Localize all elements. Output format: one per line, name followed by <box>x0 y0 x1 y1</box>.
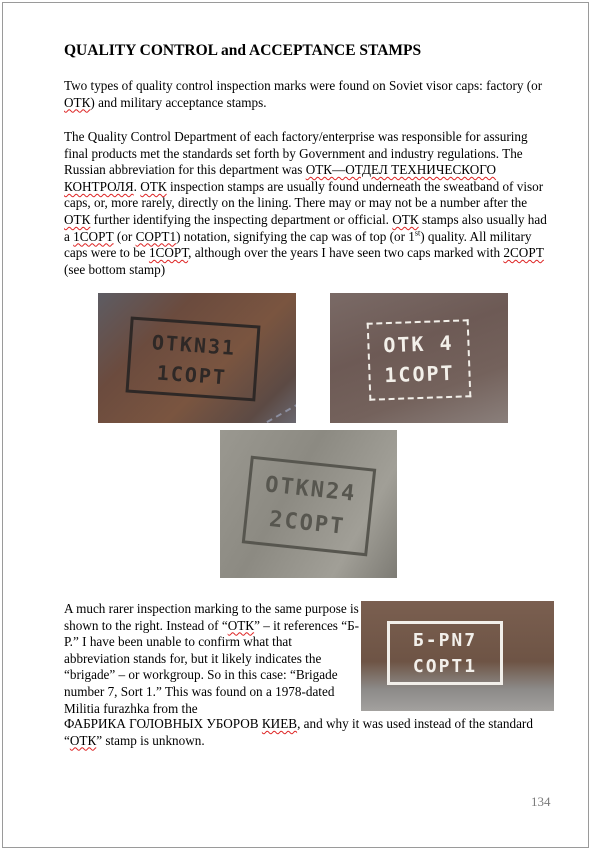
text: stamps also usually had a <box>64 211 547 244</box>
text: ) and military acceptance stamps. <box>90 94 267 110</box>
text: (see bottom stamp) <box>64 261 166 277</box>
stamp-line: Б-РN7 <box>412 630 478 651</box>
stamp-line: 2СОРТ <box>267 506 347 540</box>
spellcheck-word: КИЕВ <box>261 716 298 731</box>
document-title: QUALITY CONTROL and ACCEPTANCE STAMPS <box>64 42 422 59</box>
otk-stamp-2 <box>367 319 472 401</box>
brigade-paragraph-end <box>64 716 554 749</box>
text: A much rarer inspection marking to the same purpose is shown to the right. Instead of “ <box>64 601 359 633</box>
stamp-line: ОТК 4 <box>382 330 454 358</box>
spellcheck-word: 2СОРТ <box>503 245 544 261</box>
spellcheck-word: ОТК <box>69 732 97 748</box>
text: ” – it references “Б-Р.” I have been unable to confirm what that abbreviation stands for, but it likely indicates the “brigade” – or workgroup. So in this case: “Brigade number 7, Sort 1.” This was found on a 1978-dated Militia furazhka from the <box>64 617 360 716</box>
spellcheck-word: СОРТ1 <box>135 228 177 244</box>
otk-paragraph <box>64 129 554 278</box>
brigade-stamp <box>387 621 503 685</box>
brigade-paragraph <box>64 601 360 717</box>
text: (or <box>113 228 136 244</box>
stamp-line: ОТКN24 <box>263 472 358 507</box>
text: . <box>133 178 141 194</box>
text: ) notation, signifying the cap was of top (or 1 <box>176 228 415 244</box>
spellcheck-word: 1СОРТ <box>73 228 114 244</box>
spellcheck-word: ОТК <box>227 617 255 633</box>
spellcheck-word: ОТК <box>392 211 419 227</box>
text: further identifying the inspecting department or official. <box>90 211 393 227</box>
stamp-photo-3 <box>220 430 397 578</box>
stamp-line: СОРТ1 <box>412 656 478 677</box>
spellcheck-word: ОТК <box>64 211 91 227</box>
superscript: st <box>414 228 421 238</box>
stamp-photo-1 <box>98 293 296 423</box>
spellcheck-word: ОТК—ОТДЕЛ ТЕХНИЧЕСКОГО КОНТРОЛЯ <box>64 162 497 194</box>
stamp-line: 1СОРТ <box>383 360 455 388</box>
text: ” stamp is unknown. <box>96 732 205 748</box>
text: The Quality Control Department of each factory/enterprise was responsible for assuring final products met the standards set forth by Government and industry regulations. The Russian abbreviation for this department was <box>64 129 528 178</box>
otk-stamp-3 <box>242 456 377 557</box>
text: inspection stamps are usually found underneath the sweatband of visor caps, or, more rarely, directly on the lining. There may or may not be a number after the <box>64 178 544 211</box>
spellcheck-word: ОТК <box>64 94 91 110</box>
spellcheck-word: ОТК <box>140 178 167 194</box>
stamp-photo-2 <box>330 293 508 423</box>
text: ФАБРИКА ГОЛОВНЫХ УБОРОВ <box>64 716 262 731</box>
stamp-line: 1СОРТ <box>156 360 228 390</box>
page-number: 134 <box>531 794 551 809</box>
stamp-photo-4 <box>361 601 554 711</box>
stamp-line: ОТКN31 <box>151 330 237 360</box>
otk-stamp-1 <box>126 317 261 402</box>
text: , and why it was used instead of the standard “ <box>64 716 533 748</box>
text: , although over the years I have seen two caps marked with <box>188 245 504 261</box>
text: Two types of quality control inspection marks were found on Soviet visor caps: factory (or <box>64 78 543 93</box>
spellcheck-word: 1СОРТ <box>148 245 189 261</box>
text: ) quality. All military caps were to be <box>64 228 532 261</box>
intro-paragraph <box>64 78 554 111</box>
